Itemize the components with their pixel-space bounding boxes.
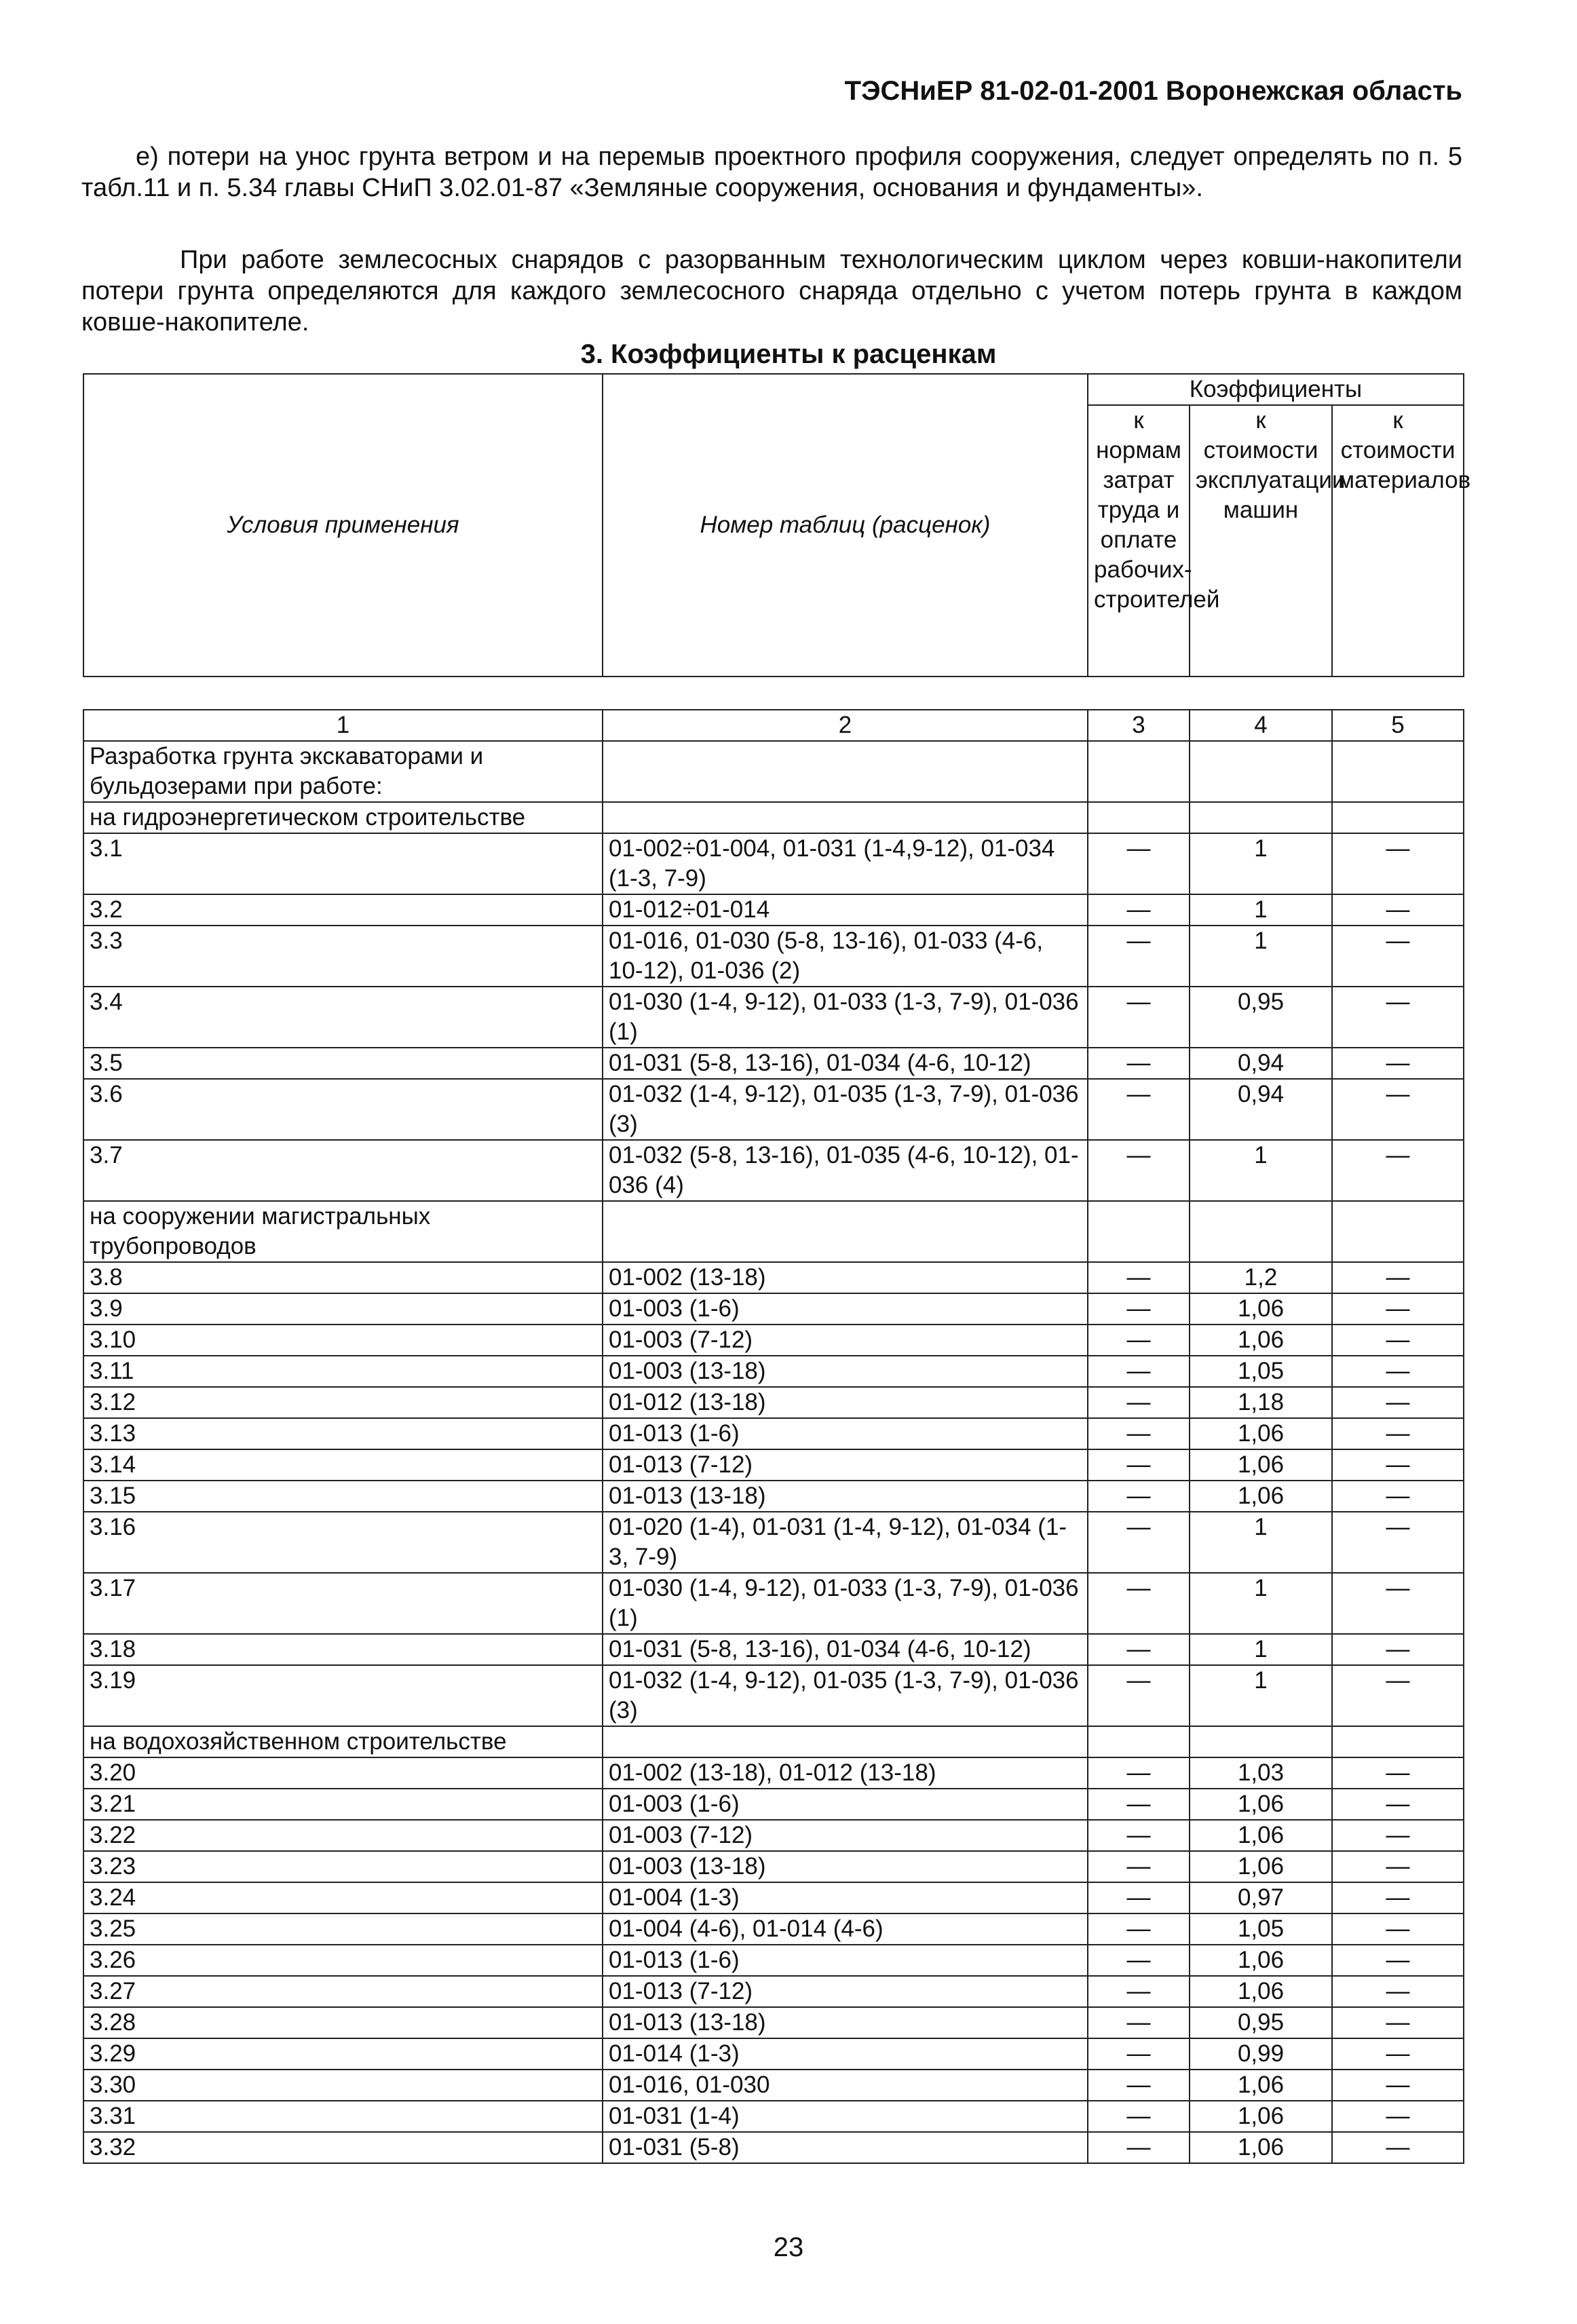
table-row — [83, 1882, 1464, 1913]
table-cell: 01-013 (1-6) — [603, 1418, 1088, 1449]
header-materials: к стоимости материалов — [1332, 405, 1464, 677]
table-row — [83, 1418, 1464, 1449]
table-cell: — — [1332, 833, 1464, 894]
table-row — [83, 1789, 1464, 1820]
table-cell: 01-003 (1-6) — [603, 1789, 1088, 1820]
table-cell: 01-002÷01-004, 01-031 (1-4,9-12), 01-034 (1-3, 7-9) — [603, 833, 1088, 894]
table-row — [83, 1945, 1464, 1976]
table-row — [83, 1851, 1464, 1882]
table-cell: — — [1332, 1757, 1464, 1789]
table-cell: на сооружении магистральных трубопроводов — [83, 1201, 603, 1262]
table-cell: 01-031 (5-8) — [603, 2132, 1088, 2163]
column-number: 4 — [1190, 710, 1332, 741]
table-cell: 1,06 — [1190, 1945, 1332, 1976]
table-cell: 1 — [1190, 1665, 1332, 1726]
header-coefficients: Коэффициенты — [1088, 374, 1464, 405]
table-row — [83, 1387, 1464, 1418]
table-cell: — — [1332, 1851, 1464, 1882]
table-cell — [603, 802, 1088, 833]
column-number: 5 — [1332, 710, 1464, 741]
table-row — [83, 2007, 1464, 2038]
table-cell: 01-013 (13-18) — [603, 2007, 1088, 2038]
table-cell — [1088, 1201, 1190, 1262]
table-cell: 3.26 — [83, 1945, 603, 1976]
table-cell: — — [1332, 2132, 1464, 2163]
table-cell: 01-013 (1-6) — [603, 1945, 1088, 1976]
table-cell: — — [1332, 1789, 1464, 1820]
table-cell: — — [1088, 1851, 1190, 1882]
table-cell: — — [1088, 1293, 1190, 1325]
table-cell: 3.6 — [83, 1079, 603, 1140]
table-cell — [1332, 741, 1464, 802]
coefficients-table — [83, 709, 1464, 2164]
header-labor: к нормам затрат труда и оплате рабочих-строителей — [1088, 405, 1190, 677]
table-row — [83, 1048, 1464, 1079]
table-cell: — — [1088, 1945, 1190, 1976]
table-cell: 3.19 — [83, 1665, 603, 1726]
table-cell: 3.25 — [83, 1913, 603, 1945]
table-cell: 01-031 (5-8, 13-16), 01-034 (4-6, 10-12) — [603, 1634, 1088, 1665]
table-row — [83, 1757, 1464, 1789]
column-number-row — [83, 710, 1464, 741]
table-cell: 3.5 — [83, 1048, 603, 1079]
table-cell: 01-002 (13-18), 01-012 (13-18) — [603, 1757, 1088, 1789]
table-cell — [1190, 1201, 1332, 1262]
table-cell: — — [1088, 1079, 1190, 1140]
table-row — [83, 1976, 1464, 2007]
table-cell: 1,18 — [1190, 1387, 1332, 1418]
table-cell: 1,05 — [1190, 1356, 1332, 1387]
table-row — [83, 833, 1464, 894]
table-cell: 01-013 (7-12) — [603, 1449, 1088, 1481]
table-cell: — — [1332, 2038, 1464, 2070]
table-cell: 1 — [1190, 926, 1332, 987]
table-row — [83, 1079, 1464, 1140]
table-cell: 1,06 — [1190, 1449, 1332, 1481]
table-cell: 3.13 — [83, 1418, 603, 1449]
table-cell: 1 — [1190, 1512, 1332, 1573]
table-cell: — — [1088, 1481, 1190, 1512]
table-cell: — — [1332, 926, 1464, 987]
table-cell: 3.30 — [83, 2070, 603, 2101]
table-cell: — — [1332, 1048, 1464, 1079]
table-cell: — — [1332, 1634, 1464, 1665]
table-cell: 1,06 — [1190, 1976, 1332, 2007]
header-table-numbers: Номер таблиц (расценок) — [603, 374, 1088, 677]
table-cell: 01-030 (1-4, 9-12), 01-033 (1-3, 7-9), 01-036 (1) — [603, 987, 1088, 1048]
table-cell: — — [1088, 2038, 1190, 2070]
header-conditions: Условия применения — [83, 374, 603, 677]
table-cell: 3.15 — [83, 1481, 603, 1512]
table-cell: 01-016, 01-030 (5-8, 13-16), 01-033 (4-6, 10-12), 01-036 (2) — [603, 926, 1088, 987]
table-cell: — — [1332, 1079, 1464, 1140]
section-title: 3. Коэффициенты к расценкам — [580, 339, 997, 369]
table-cell: на гидроэнергетическом строительстве — [83, 802, 603, 833]
paragraph-dredges: При работе землесосных снарядов с разорванным технологическим циклом через ковши-накопители потери грунта определяются для каждого землесосного снаряда отдельно с учетом потерь грунта в каждом ковше-накопителе. — [81, 246, 1462, 337]
table-row — [83, 1820, 1464, 1851]
table-cell: 1 — [1190, 1573, 1332, 1634]
table-cell: 01-003 (13-18) — [603, 1851, 1088, 1882]
table-cell: 1,06 — [1190, 2132, 1332, 2163]
table-row — [83, 1512, 1464, 1573]
table-cell: — — [1088, 1449, 1190, 1481]
table-cell: 01-032 (5-8, 13-16), 01-035 (4-6, 10-12), 01-036 (4) — [603, 1140, 1088, 1201]
table-row — [83, 987, 1464, 1048]
table-cell: — — [1088, 1573, 1190, 1634]
table-cell: — — [1332, 1945, 1464, 1976]
column-number: 2 — [603, 710, 1088, 741]
table-cell — [1332, 1201, 1464, 1262]
table-cell — [1332, 802, 1464, 833]
header-machines: к стоимости эксплуатации машин — [1190, 405, 1332, 677]
table-cell — [1190, 802, 1332, 833]
table-row — [83, 1726, 1464, 1757]
table-row — [83, 1634, 1464, 1665]
table-cell: 3.12 — [83, 1387, 603, 1418]
table-cell: 3.2 — [83, 894, 603, 926]
table-cell: 1 — [1190, 894, 1332, 926]
page-number: 23 — [773, 2232, 804, 2262]
table-cell: — — [1332, 1573, 1464, 1634]
table-cell: 3.22 — [83, 1820, 603, 1851]
table-cell: 0,97 — [1190, 1882, 1332, 1913]
table-cell: — — [1332, 2007, 1464, 2038]
table-cell: 3.18 — [83, 1634, 603, 1665]
table-cell: — — [1332, 987, 1464, 1048]
table-cell — [1190, 741, 1332, 802]
table-cell: 01-030 (1-4, 9-12), 01-033 (1-3, 7-9), 01-036 (1) — [603, 1573, 1088, 1634]
table-cell: — — [1088, 1976, 1190, 2007]
table-cell: 3.23 — [83, 1851, 603, 1882]
table-cell: 1,06 — [1190, 2070, 1332, 2101]
table-cell: 01-016, 01-030 — [603, 2070, 1088, 2101]
table-cell: — — [1088, 1665, 1190, 1726]
table-cell: 1,05 — [1190, 1913, 1332, 1945]
table-cell: — — [1088, 1882, 1190, 1913]
table-row — [83, 1573, 1464, 1634]
table-cell: 01-032 (1-4, 9-12), 01-035 (1-3, 7-9), 01-036 (3) — [603, 1079, 1088, 1140]
table-cell: 1,06 — [1190, 1820, 1332, 1851]
table-cell: 0,94 — [1190, 1079, 1332, 1140]
table-cell: — — [1088, 1757, 1190, 1789]
table-cell: 01-003 (7-12) — [603, 1325, 1088, 1356]
table-row — [83, 1481, 1464, 1512]
table-cell: — — [1088, 2132, 1190, 2163]
coefficients-table-header — [83, 373, 1471, 677]
table-cell: — — [1088, 833, 1190, 894]
table-cell: 3.24 — [83, 1882, 603, 1913]
table-cell: 3.1 — [83, 833, 603, 894]
table-cell: 3.10 — [83, 1325, 603, 1356]
table-cell: 01-012÷01-014 — [603, 894, 1088, 926]
table-cell: — — [1332, 1325, 1464, 1356]
table-cell: 3.27 — [83, 1976, 603, 2007]
table-cell: 01-031 (5-8, 13-16), 01-034 (4-6, 10-12) — [603, 1048, 1088, 1079]
table-cell: — — [1332, 1976, 1464, 2007]
table-cell: — — [1332, 1418, 1464, 1449]
table-cell: — — [1332, 1481, 1464, 1512]
table-cell: — — [1088, 894, 1190, 926]
table-cell: — — [1332, 1820, 1464, 1851]
table-cell: — — [1332, 2101, 1464, 2132]
table-cell: — — [1088, 2070, 1190, 2101]
table-cell: — — [1332, 894, 1464, 926]
table-cell: 1,06 — [1190, 1418, 1332, 1449]
table-cell: 0,95 — [1190, 987, 1332, 1048]
table-cell: 01-014 (1-3) — [603, 2038, 1088, 2070]
table-cell: — — [1088, 1820, 1190, 1851]
table-row — [83, 2038, 1464, 2070]
table-cell: — — [1332, 1882, 1464, 1913]
table-cell: 1 — [1190, 1634, 1332, 1665]
table-cell — [1332, 1726, 1464, 1757]
table-cell: — — [1088, 1387, 1190, 1418]
table-cell: 3.29 — [83, 2038, 603, 2070]
table-row — [83, 926, 1464, 987]
table-cell: на водохозяйственном строительстве — [83, 1726, 603, 1757]
table-cell — [1088, 802, 1190, 833]
table-cell: 01-002 (13-18) — [603, 1262, 1088, 1293]
table-cell: 01-003 (7-12) — [603, 1820, 1088, 1851]
table-cell: — — [1088, 1356, 1190, 1387]
table-cell: 01-003 (13-18) — [603, 1356, 1088, 1387]
table-cell: 01-013 (7-12) — [603, 1976, 1088, 2007]
table-cell: — — [1088, 1262, 1190, 1293]
table-cell: 3.9 — [83, 1293, 603, 1325]
table-cell: — — [1332, 1665, 1464, 1726]
table-row — [83, 1262, 1464, 1293]
table-cell: 1,06 — [1190, 1481, 1332, 1512]
table-cell: — — [1332, 1262, 1464, 1293]
table-cell: 0,99 — [1190, 2038, 1332, 2070]
table-cell: — — [1332, 1387, 1464, 1418]
table-cell — [603, 1726, 1088, 1757]
column-number: 1 — [83, 710, 603, 741]
table-cell: 1,06 — [1190, 1851, 1332, 1882]
running-header: ТЭСНиЕР 81-02-01-2001 Воронежская область — [844, 76, 1462, 106]
table-cell: — — [1332, 2070, 1464, 2101]
table-row — [83, 894, 1464, 926]
table-cell: 1 — [1190, 1140, 1332, 1201]
table-cell — [1088, 1726, 1190, 1757]
table-cell — [603, 1201, 1088, 1262]
table-row — [83, 2132, 1464, 2163]
table-cell: — — [1088, 1512, 1190, 1573]
table-cell: Разработка грунта экскаваторами и бульдозерами при работе: — [83, 741, 603, 802]
table-cell: 0,94 — [1190, 1048, 1332, 1079]
table-cell: — — [1332, 1356, 1464, 1387]
table-row — [83, 1913, 1464, 1945]
table-cell: — — [1332, 1512, 1464, 1573]
table-cell: 3.8 — [83, 1262, 603, 1293]
table-cell: 3.32 — [83, 2132, 603, 2163]
table-row — [83, 2070, 1464, 2101]
table-cell: 1,06 — [1190, 2101, 1332, 2132]
table-cell: 01-013 (13-18) — [603, 1481, 1088, 1512]
table-cell — [603, 741, 1088, 802]
table-cell: — — [1088, 1140, 1190, 1201]
table-row — [83, 1665, 1464, 1726]
table-cell: 1,06 — [1190, 1325, 1332, 1356]
table-cell: — — [1088, 1913, 1190, 1945]
table-cell: — — [1332, 1293, 1464, 1325]
table-cell: 1 — [1190, 833, 1332, 894]
table-cell: — — [1088, 926, 1190, 987]
table-cell: 3.14 — [83, 1449, 603, 1481]
table-cell: — — [1088, 1634, 1190, 1665]
table-cell — [1088, 741, 1190, 802]
table-cell: 1,03 — [1190, 1757, 1332, 1789]
table-cell: — — [1088, 2101, 1190, 2132]
table-cell: — — [1332, 1449, 1464, 1481]
table-cell: 01-004 (4-6), 01-014 (4-6) — [603, 1913, 1088, 1945]
table-cell: 3.28 — [83, 2007, 603, 2038]
table-row — [83, 1449, 1464, 1481]
table-cell: — — [1088, 1048, 1190, 1079]
table-cell: 3.17 — [83, 1573, 603, 1634]
table-cell: 3.16 — [83, 1512, 603, 1573]
table-cell: — — [1332, 1913, 1464, 1945]
table-row — [83, 1325, 1464, 1356]
table-cell: 3.11 — [83, 1356, 603, 1387]
table-cell: 01-004 (1-3) — [603, 1882, 1088, 1913]
table-cell: 01-012 (13-18) — [603, 1387, 1088, 1418]
table-cell: 3.31 — [83, 2101, 603, 2132]
table-cell: — — [1088, 1325, 1190, 1356]
table-cell: 1,06 — [1190, 1293, 1332, 1325]
table-cell: 3.7 — [83, 1140, 603, 1201]
table-cell: — — [1088, 1418, 1190, 1449]
table-row — [83, 1356, 1464, 1387]
table-cell: 3.21 — [83, 1789, 603, 1820]
table-cell: 3.3 — [83, 926, 603, 987]
table-row — [83, 1201, 1464, 1262]
table-cell: 01-031 (1-4) — [603, 2101, 1088, 2132]
table-cell: 3.20 — [83, 1757, 603, 1789]
table-row — [83, 741, 1464, 802]
table-cell: — — [1088, 1789, 1190, 1820]
table-cell: — — [1332, 1140, 1464, 1201]
column-number: 3 — [1088, 710, 1190, 741]
table-cell — [1190, 1726, 1332, 1757]
table-cell: 01-020 (1-4), 01-031 (1-4, 9-12), 01-034 (1-3, 7-9) — [603, 1512, 1088, 1573]
table-cell: 1,2 — [1190, 1262, 1332, 1293]
table-row — [83, 1140, 1464, 1201]
table-cell: 01-032 (1-4, 9-12), 01-035 (1-3, 7-9), 01-036 (3) — [603, 1665, 1088, 1726]
table-row — [83, 802, 1464, 833]
table-row — [83, 1293, 1464, 1325]
table-cell: — — [1088, 2007, 1190, 2038]
table-cell: — — [1088, 987, 1190, 1048]
table-cell: 0,95 — [1190, 2007, 1332, 2038]
table-cell: 01-003 (1-6) — [603, 1293, 1088, 1325]
paragraph-losses: е) потери на унос грунта ветром и на перемыв проектного профиля сооружения, следует определять по п. 5 табл.11 и п. 5.34 главы СНиП 3.02.01-87 «Земляные сооружения, основания и фундаменты». — [81, 142, 1462, 202]
table-cell: 1,06 — [1190, 1789, 1332, 1820]
table-cell: 3.4 — [83, 987, 603, 1048]
table-row — [83, 2101, 1464, 2132]
